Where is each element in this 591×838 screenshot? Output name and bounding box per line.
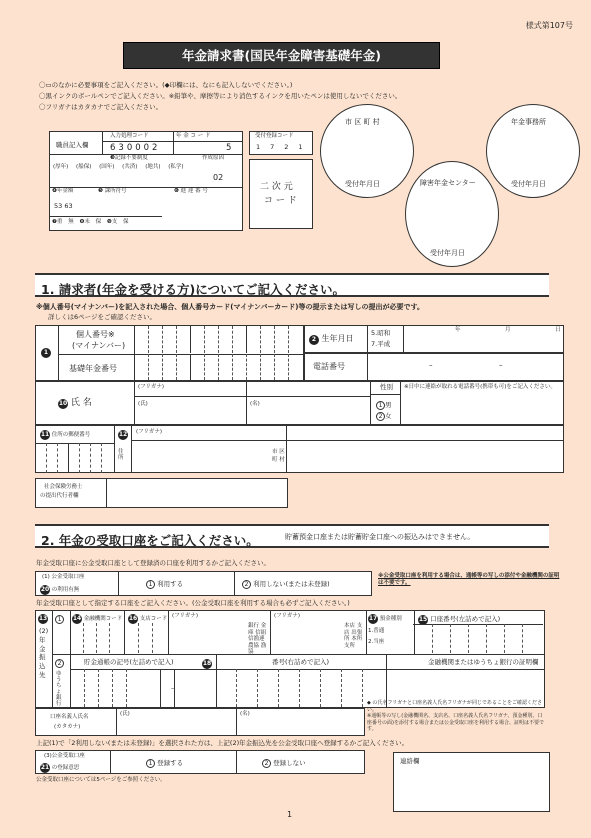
mynumber-note: ※個人番号(マイナンバー)を記入された場合、個人番号カード(マイナンバーカード)等の提示または写しの提出が必要です。 xyxy=(36,303,424,311)
public-account-register: (3)公金受取口座 21 の登録意思 1 登録する 2 登録しない xyxy=(35,750,365,774)
option-not-use[interactable]: 2 利用しない(または未登録) xyxy=(242,580,330,589)
clerk-label: 職員記入欄 xyxy=(56,141,89,149)
entry-code-value: 630002 xyxy=(110,143,161,153)
account-holder-block: 口座名義人氏名 (カタカナ) (氏) (名) xyxy=(35,708,365,736)
birth-era-heisei[interactable]: 7.平成 xyxy=(371,340,391,348)
postal-input[interactable] xyxy=(35,443,113,473)
branch-code-input[interactable] xyxy=(124,611,168,653)
q2-text: 年金受取口座として指定する口座をご記入ください。(公金受取口座を利用する場合も必ずご記入ください。) xyxy=(36,599,350,607)
receipt-code-digits: 1721 xyxy=(256,143,313,151)
passbook-symbol-input[interactable] xyxy=(70,669,216,707)
stamp-pension-office: 年金事務所 受付年月日 xyxy=(486,104,580,198)
passbook-number-input[interactable] xyxy=(215,669,385,707)
id-block: 1 個人番号※ (マイナンバー) 基礎年金番号 xyxy=(35,325,304,381)
value-5363: 53 63 xyxy=(54,202,73,210)
birth-date-block: 2 生年月日 5.昭和 7.平成 年 月 日 xyxy=(304,325,564,353)
address-block: 11 住所の郵便番号 12 住所 (フリガナ) 市 区 町 村 xyxy=(35,425,564,473)
office-use-block: 入力処理コード 年 金 コ ー ド 職員記入欄 630002 5 ❸記録不要制度 作成原因 (厚年) (船保) (国年) (共済) (地共) (私学) 02 ❹年金額 ❺ 課所符号 ❻ 進 達 番 号 53 63 ❼重 無 ❽未 保 ❾支 保 xyxy=(49,131,243,231)
instruction-3: 〇フリガナはカタカナでご記入ください。 xyxy=(39,103,163,111)
opt1-note: ※公金受取口座を利用する場合は、通帳等の写しの添付や金融機関の証明は不要です。 xyxy=(378,573,560,587)
option-register[interactable]: 1 登録する xyxy=(146,759,183,768)
title-bar xyxy=(123,42,440,69)
option-not-register[interactable]: 2 登録しない xyxy=(262,759,306,768)
stamp-disability-center: 障害年金センター 受付年月日 xyxy=(405,161,499,267)
type-current[interactable]: 2.当座 xyxy=(368,639,385,645)
agent-block: 社会保険労務士 の提出代行者欄 xyxy=(35,478,288,508)
creation-reason-value: 02 xyxy=(213,173,224,182)
basic-pension-input[interactable] xyxy=(134,354,302,380)
instruction-2: 〇黒インクのボールペンでご記入ください。※鉛筆や、摩擦等により消色するインクを用いたペンは使用しないでください。 xyxy=(39,92,402,100)
mynumber-input[interactable] xyxy=(134,326,302,353)
account-block: 13 (2) 年金振込先 1 14 金融機関コード 16 支店コード (フリガナ) (フリガナ) 銀行 金庫 信組 信漁連 農協 漁協 本店 支店 出張所 本所 支所 17 預金種別 1.普通 2.当座 15 口座番号(左詰めで記入) 2 ゆうちょ銀行 貯金通帳の記号(左詰めで記入) 18 番号(右詰めで記入) 金融機関またはゆうちょ銀行の証明欄 – xyxy=(35,610,545,708)
cert-notes: ◆ の氏名フリガナと口座名義人氏名フリガナが同じであることをご確認ください。 ※通帳等の写し(金融機関名、支店名、口座名義人氏名フリガナ、預金種別、口座番号の面)を添付する場合または公金受取口座を利用する場合、証明は不要です。 xyxy=(367,700,544,732)
q3-text: 上記(1)で「2利用しない(または未登録)」を選択された方は、上記(2)年金振込先を公金受取口座へ登録するかご記入ください。 xyxy=(36,739,409,747)
gender-male[interactable]: 1 男 xyxy=(376,401,392,410)
type-ordinary[interactable]: 1.普通 xyxy=(368,628,385,634)
phone-block: 電話番号 – – xyxy=(304,353,564,381)
form-number: 様式第107号 xyxy=(525,21,573,30)
section-1-header: 1. 請求者(年金を受ける方)についてご記入ください。 xyxy=(35,273,549,297)
bank-code-input[interactable] xyxy=(70,611,124,653)
page-number: 1 xyxy=(287,810,293,819)
office-flags: ❼重 無 ❽未 保 ❾支 保 xyxy=(52,219,129,225)
public-account-use: (1) 公金受取口座 20 の利用有無 1 利用する 2 利用しない(または未登録) xyxy=(35,571,372,596)
stamp-municipality: 市 区 町 村 受付年月日 xyxy=(320,104,414,198)
contact-box[interactable]: 連絡欄 xyxy=(393,752,550,812)
birth-era-showa[interactable]: 5.昭和 xyxy=(371,329,391,337)
option-use[interactable]: 1 利用する xyxy=(146,580,183,589)
section-2-header: 2. 年金の受取口座をご記入ください。 貯蓄預金口座または貯蓄貯金口座への振込みはできません。 xyxy=(35,524,549,548)
account-number-input[interactable] xyxy=(414,624,544,653)
receipt-code-box: 受付登録コード 1721 xyxy=(249,131,313,155)
instruction-1: 〇▭のなかに必要事項をご記入ください。(◆印欄には、なにも記入しないでください。) xyxy=(39,81,293,89)
qr-code-box: 二 次 元 コ ー ド xyxy=(249,159,313,229)
gender-female[interactable]: 2 女 xyxy=(376,412,392,421)
pension-code-value: 5 xyxy=(226,143,232,153)
q1-text: 年金受取口座に公金受取口座として登録済の口座を利用するかご記入ください。 xyxy=(36,559,270,567)
phone-input[interactable]: – – xyxy=(429,361,503,369)
name-block: 10 氏 名 (フリガナ) (氏) (名) 性別 1 男 2 女 ※日中に連絡が取れる電話番号(携帯も可)をご記入ください。 xyxy=(35,381,564,425)
page-title: 年金請求書(国民年金障害基礎年金) xyxy=(182,48,381,63)
opt3-note: 公金受取口座については5ページをご参照ください。 xyxy=(36,777,166,783)
mynumber-note-2: 詳しくは6ページをご確認ください。 xyxy=(48,313,157,321)
record-change-items: (厚年) (船保) (国年) (共済) (地共) (私学) xyxy=(53,164,184,170)
